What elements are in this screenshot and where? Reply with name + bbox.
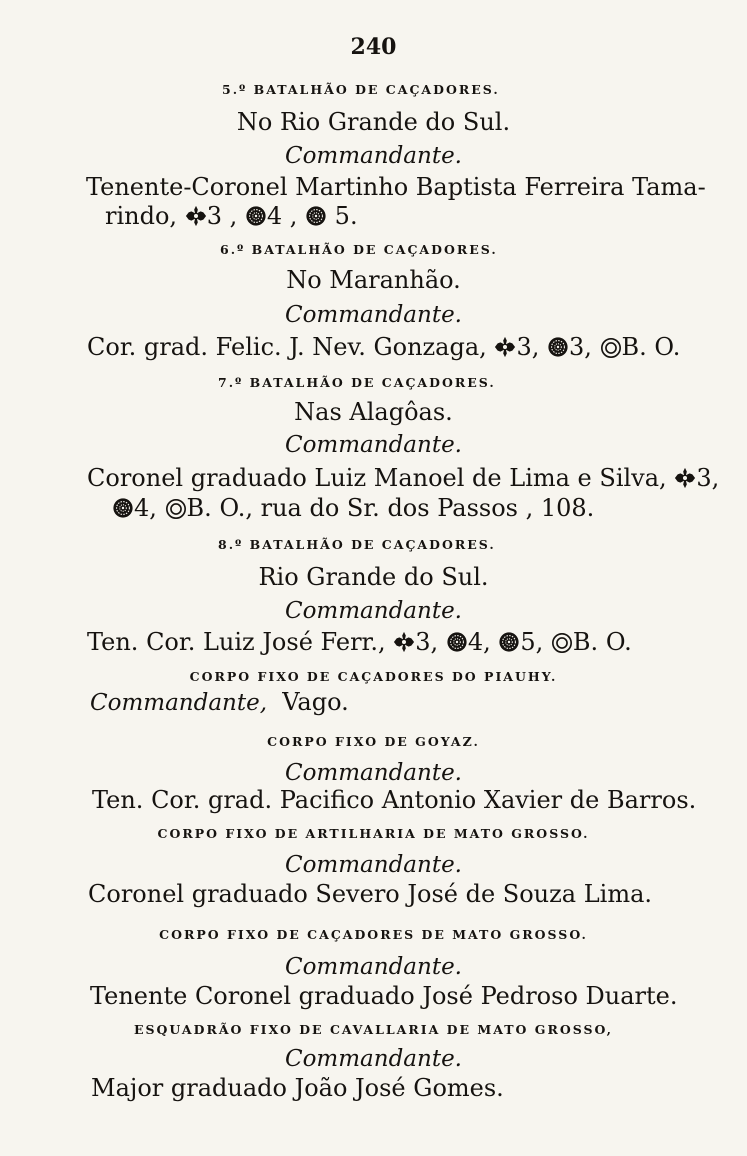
text-span: 3 ,	[206, 202, 238, 230]
page-number: 240	[350, 34, 397, 60]
commander-name: Major graduado João José Gomes.	[91, 1074, 504, 1102]
commander-name: Vago.	[282, 688, 349, 716]
cross-order-icon	[185, 205, 207, 227]
text-span: 5,	[520, 628, 544, 656]
commander-line	[87, 464, 719, 492]
section-heading: 5.º BATALHÃO DE CAÇADORES.	[222, 82, 500, 97]
text-span: 4,	[467, 628, 491, 656]
text-span: 4 ,	[266, 202, 298, 230]
role-label: Commandante,	[90, 690, 268, 716]
text-span: Coronel graduado Luiz Manoel de Lima e Silva,	[87, 464, 667, 492]
rosette-order-icon	[547, 336, 569, 358]
role-label: Commandante.	[284, 432, 462, 458]
location: No Maranhão.	[286, 266, 461, 294]
location: No Rio Grande do Sul.	[236, 108, 511, 136]
text-span: 3,	[415, 628, 439, 656]
text-span: Ten. Cor. Luiz José Ferr.,	[87, 628, 386, 656]
text-span: B. O.	[572, 628, 632, 656]
commander-name: Ten. Cor. grad. Pacifico Antonio Xavier de Barros.	[92, 786, 697, 814]
rosette-order-icon	[498, 631, 520, 653]
cross-order-icon	[494, 336, 516, 358]
concentric-circle-icon	[600, 337, 622, 359]
section-heading: CORPO FIXO DE ARTILHARIA DE MATO GROSSO.	[157, 826, 590, 841]
commander-line	[90, 688, 349, 716]
text-span: 3,	[696, 464, 720, 492]
role-label: Commandante.	[284, 852, 462, 878]
section-heading: CORPO FIXO DE CAÇADORES DE MATO GROSSO.	[159, 927, 588, 942]
cross-order-icon	[393, 631, 415, 653]
commander-name: Coronel graduado Severo José de Souza Lima.	[88, 880, 653, 908]
rosette-order-icon	[112, 497, 134, 519]
text-span: 4,	[134, 494, 157, 522]
section-heading: CORPO FIXO DE GOYAZ.	[267, 734, 480, 749]
commander-name: Tenente-Coronel Martinho Baptista Ferreira Tama-	[86, 173, 706, 201]
location: Rio Grande do Sul.	[258, 563, 489, 591]
role-label: Commandante.	[284, 760, 462, 786]
commander-line	[87, 628, 632, 656]
rosette-order-icon	[245, 205, 267, 227]
text-span: 3,	[516, 333, 540, 361]
section-heading: 6.º BATALHÃO DE CAÇADORES.	[220, 242, 498, 257]
role-label: Commandante.	[284, 1046, 462, 1072]
text-span: B. O., rua do Sr. dos Passos , 108.	[186, 494, 595, 522]
text-span: rindo,	[105, 202, 178, 230]
section-heading: ESQUADRÃO FIXO DE CAVALLARIA DE MATO GROSSO,	[133, 1022, 614, 1037]
role-label: Commandante.	[284, 143, 462, 169]
concentric-circle-icon	[551, 632, 573, 654]
section-heading: 8.º BATALHÃO DE CAÇADORES.	[218, 537, 496, 552]
text-span: Cor. grad. Felic. J. Nev. Gonzaga,	[87, 333, 487, 361]
text-span: 5.	[334, 202, 358, 230]
role-label: Commandante.	[284, 598, 462, 624]
cross-order-icon	[674, 467, 696, 489]
location: Nas Alagôas.	[294, 398, 453, 426]
section-heading: CORPO FIXO DE CAÇADORES DO PIAUHY.	[189, 669, 558, 684]
section-heading: 7.º BATALHÃO DE CAÇADORES.	[218, 375, 496, 390]
text-span: 3,	[568, 333, 592, 361]
commander-line-continued	[112, 494, 594, 522]
concentric-circle-icon	[165, 498, 187, 520]
rosette-order-icon	[305, 205, 327, 227]
commander-line	[87, 333, 680, 361]
rosette-order-icon	[446, 631, 468, 653]
role-label: Commandante.	[284, 302, 462, 328]
commander-decorations	[105, 202, 358, 230]
role-label: Commandante.	[284, 954, 462, 980]
commander-name: Tenente Coronel graduado José Pedroso Duarte.	[90, 982, 678, 1010]
text-span: B. O.	[621, 333, 681, 361]
